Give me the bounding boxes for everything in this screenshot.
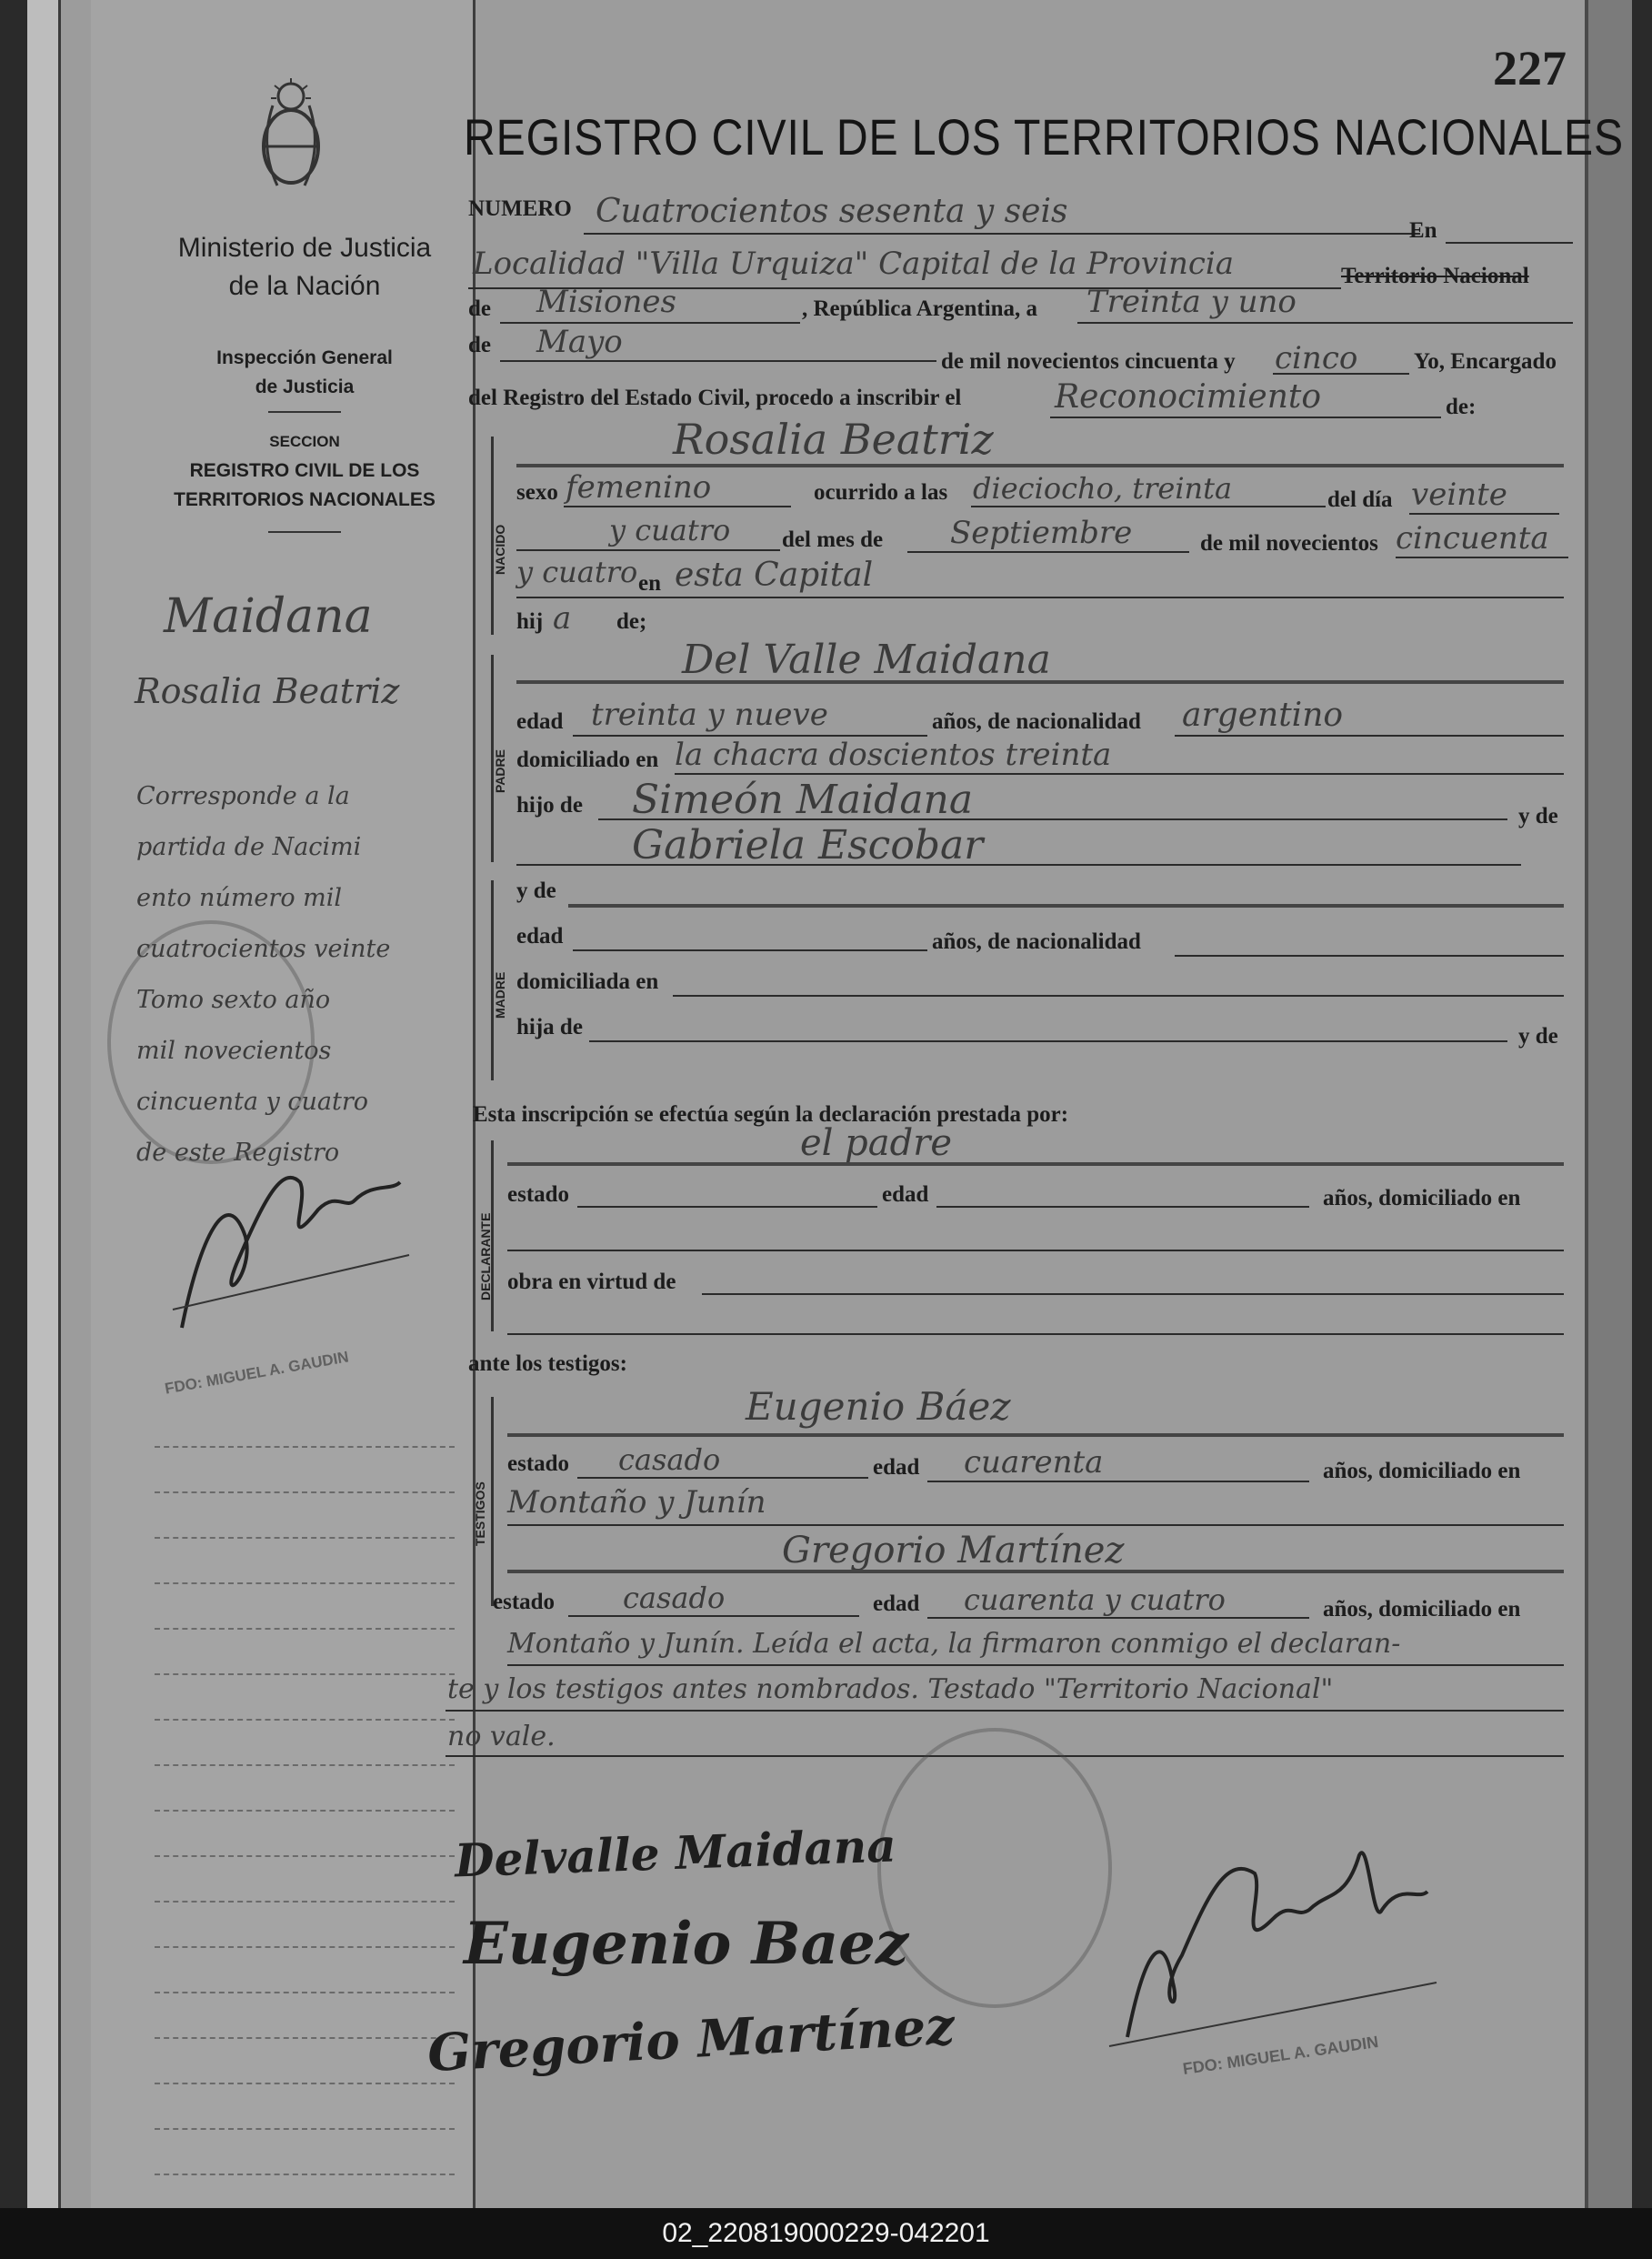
numero-label: NUMERO xyxy=(468,196,572,221)
national-seal-icon xyxy=(255,78,327,196)
testigo1-name-line xyxy=(507,1433,1564,1437)
stub-ruled-line xyxy=(155,1628,455,1630)
madre-hija-line xyxy=(589,1040,1507,1042)
mes-line xyxy=(500,360,936,362)
stub-ruled-line xyxy=(155,1446,455,1448)
nacido-label: NACIDO xyxy=(493,524,507,575)
padre-nacionalidad-line xyxy=(1175,735,1564,737)
madre-edad-label: edad xyxy=(516,924,564,949)
registro-label: del Registro del Estado Civil, procedo a inscribir el xyxy=(468,386,962,410)
note-text-3: no vale. xyxy=(447,1721,556,1752)
declarante-anos-label: años, domiciliado en xyxy=(1323,1186,1521,1210)
stub-ruled-line xyxy=(155,1946,455,1948)
padre-domiciliado-label: domiciliado en xyxy=(516,748,659,772)
en-label: En xyxy=(1409,218,1437,243)
testigos-label: TESTIGOS xyxy=(473,1481,487,1546)
de-label: de xyxy=(468,296,491,321)
nacido-dia-value2: y cuatro xyxy=(609,513,731,547)
stub-note-line: Tomo sexto año xyxy=(136,986,331,1014)
stub-given-names: Rosalia Beatriz xyxy=(135,671,400,711)
declarante-estado-label: estado xyxy=(507,1182,570,1207)
testigo1-domicilio-line xyxy=(507,1524,1564,1526)
madre-domiciliada-label: domiciliada en xyxy=(516,969,659,994)
stub-note-line: de este Registro xyxy=(136,1139,340,1167)
sexo-value: femenino xyxy=(566,469,712,506)
declarante-extra-line xyxy=(507,1333,1564,1335)
testigo2-domicilio-line xyxy=(507,1664,1564,1666)
nacido-mes-value: Septiembre xyxy=(950,515,1133,551)
stub-official-stamp: FDO: MIGUEL A. GAUDIN xyxy=(163,1348,350,1398)
stub-divider xyxy=(268,411,341,413)
padre-name: Del Valle Maidana xyxy=(682,637,1051,683)
madre-name-line xyxy=(568,904,1564,908)
testigo1-anos-label: años, domiciliado en xyxy=(1323,1459,1521,1483)
padre-nacionalidad-value: argentino xyxy=(1182,697,1344,734)
declarante-name: el padre xyxy=(800,1122,953,1164)
hora-line xyxy=(971,506,1326,507)
madre-hija-label: hija de xyxy=(516,1015,583,1039)
padre-edad-label: edad xyxy=(516,709,564,734)
madre-anos-label: años, de nacionalidad xyxy=(932,929,1141,954)
stub-ruled-line xyxy=(155,2037,455,2039)
padre-hijo-label: hijo de xyxy=(516,793,583,818)
stub-ruled-line xyxy=(155,2174,455,2175)
testigo2-domicilio-value: Montaño y Junín. Leída el acta, la firmaron conmigo el declaran- xyxy=(507,1628,1401,1660)
hora-value: dieciocho, treinta xyxy=(973,471,1233,506)
inspeccion-line1: Inspección General xyxy=(216,347,393,368)
stub-official-signature xyxy=(164,1128,418,1346)
testigo2-edad-line xyxy=(927,1617,1309,1619)
stub-ruled-line xyxy=(155,1673,455,1675)
stub-note-line: Corresponde a la xyxy=(136,782,350,810)
stub-ruled-line xyxy=(155,2083,455,2084)
signature-father: Delvalle Maidana xyxy=(454,1818,897,1888)
de3-label: de: xyxy=(1446,395,1477,419)
stub-surname: Maidana xyxy=(164,589,373,644)
republica-label: , República Argentina, a xyxy=(802,296,1038,321)
stub-divider-2 xyxy=(268,531,341,533)
stub-note-line: mil novecientos xyxy=(136,1037,332,1065)
mil-label-2: de mil novecientos xyxy=(1200,531,1378,556)
madre-edad-line xyxy=(573,949,927,951)
stub-ruled-line xyxy=(155,1810,455,1812)
provincia-value: Misiones xyxy=(536,284,676,320)
official-signature xyxy=(1100,1819,1446,2055)
lugar-line xyxy=(516,597,1564,598)
declarante-obra-line xyxy=(702,1293,1564,1295)
padre-yde-label: y de xyxy=(1518,804,1558,828)
padre-edad-value: treinta y nueve xyxy=(591,697,828,733)
hija-de-label: de; xyxy=(616,609,647,634)
declaracion-intro: Esta inscripción se efectúa según la declaración prestada por: xyxy=(473,1102,1069,1127)
stub-ruled-line xyxy=(155,1491,455,1493)
testigos-brace xyxy=(491,1397,494,1606)
acto-line xyxy=(1050,417,1441,418)
dia2-line xyxy=(516,549,780,551)
dia-line xyxy=(1077,322,1573,324)
previous-page-edge xyxy=(27,0,61,2208)
declarante-edad-label: edad xyxy=(882,1182,929,1207)
hija-suffix: a xyxy=(553,600,572,637)
stub-ruled-line xyxy=(155,1855,455,1857)
testigo1-name: Eugenio Báez xyxy=(746,1384,1011,1429)
mes-label: del mes de xyxy=(782,527,884,552)
registry-title: REGISTRO CIVIL DE LOS TERRITORIOS NACIONALES xyxy=(464,108,1625,166)
madre-yde2-label: y de xyxy=(1518,1024,1558,1049)
declarante-edad-line xyxy=(936,1206,1309,1208)
padre-anos-label: años, de nacionalidad xyxy=(932,709,1141,734)
note-line-2 xyxy=(446,1710,1564,1712)
anio-value: cinco xyxy=(1275,340,1358,376)
testigo1-domicilio-value: Montaño y Junín xyxy=(507,1484,766,1521)
hija-label: hij xyxy=(516,609,544,634)
padre-madre-value: Gabriela Escobar xyxy=(632,822,984,868)
official-stamp: FDO: MIGUEL A. GAUDIN xyxy=(1181,2033,1380,2079)
padre-domicilio-value: la chacra doscientos treinta xyxy=(675,737,1112,773)
declarante-domicilio-line xyxy=(507,1250,1564,1251)
stub-note-line: ento número mil xyxy=(136,884,343,912)
mes-value: Mayo xyxy=(536,324,623,360)
testigos-intro: ante los testigos: xyxy=(468,1351,627,1376)
testigo1-estado-label: estado xyxy=(507,1451,570,1476)
numero-value: Cuatrocientos sesenta y seis xyxy=(596,193,1068,230)
stub-ruled-line xyxy=(155,1537,455,1539)
nacido-mes-line xyxy=(907,551,1189,553)
testigo2-edad-label: edad xyxy=(873,1591,920,1616)
nacido-anio-value: cincuenta xyxy=(1396,520,1549,557)
testigo2-name: Gregorio Martínez xyxy=(782,1530,1125,1571)
signature-witness1: Eugenio Baez xyxy=(464,1910,909,1978)
stub-ruled-line xyxy=(155,1719,455,1721)
madre-yde-label: y de xyxy=(516,878,556,903)
dia-label: del día xyxy=(1327,487,1393,512)
stub-note-line: partida de Nacimi xyxy=(136,833,362,861)
testigo2-name-line xyxy=(507,1570,1564,1573)
yo-label: Yo, Encargado xyxy=(1414,349,1557,374)
en-line xyxy=(1446,242,1573,244)
nacido-anio-value2: y cuatro xyxy=(516,555,638,589)
padre-name-line xyxy=(516,680,1564,684)
testigo1-estado-line xyxy=(577,1477,868,1479)
nacido-dia-line xyxy=(1409,513,1559,515)
registry-round-stamp xyxy=(877,1728,1112,2008)
madre-nacionalidad-line xyxy=(1175,955,1564,957)
testigo2-estado-line xyxy=(568,1615,859,1617)
testigo1-edad-value: cuarenta xyxy=(964,1444,1104,1481)
document-page xyxy=(27,0,1632,2208)
acto-value: Reconocimiento xyxy=(1055,378,1322,416)
testigo2-anos-label: años, domiciliado en xyxy=(1323,1597,1521,1621)
stub-note-line: cincuenta y cuatro xyxy=(136,1088,369,1116)
en-label-2: en xyxy=(638,571,661,596)
nacido-name-line xyxy=(516,464,1564,467)
binding-spine xyxy=(1585,0,1632,2208)
numero-line xyxy=(584,233,1420,235)
nacido-anio-line xyxy=(1396,557,1568,558)
declarante-estado-line xyxy=(577,1206,877,1208)
declarante-label: DECLARANTE xyxy=(478,1212,493,1300)
nacido-dia-value: veinte xyxy=(1411,477,1507,513)
page-number: 227 xyxy=(1493,41,1567,95)
territorio-label: Territorio Nacional xyxy=(1341,264,1529,288)
stub-ruled-line xyxy=(155,1901,455,1903)
padre-label: PADRE xyxy=(493,749,507,793)
inspeccion-line2: de Justicia xyxy=(255,376,355,397)
seccion-label: SECCION xyxy=(269,433,340,450)
stub-ruled-line xyxy=(155,1582,455,1584)
madre-label: MADRE xyxy=(493,971,507,1019)
testigo1-estado-value: casado xyxy=(618,1442,721,1477)
madre-domicilio-line xyxy=(673,995,1564,997)
dia-value: Treinta y uno xyxy=(1086,284,1297,320)
registro-line2: TERRITORIOS NACIONALES xyxy=(174,489,436,510)
ocurrido-label: ocurrido a las xyxy=(814,480,948,505)
declarante-name-line xyxy=(507,1162,1564,1166)
stub-ruled-line xyxy=(155,1764,455,1766)
lugar-value: esta Capital xyxy=(675,557,874,594)
nacido-name: Rosalia Beatriz xyxy=(673,415,994,464)
testigo2-estado-label: estado xyxy=(493,1590,556,1614)
ministry-line2: de la Nación xyxy=(228,271,381,301)
ministry-line1: Ministerio de Justicia xyxy=(177,233,432,263)
stub-ruled-line xyxy=(155,1992,455,1993)
note-text-2: te y los testigos antes nombrados. Testado "Territorio Nacional" xyxy=(447,1673,1334,1705)
de2-label: de xyxy=(468,333,491,357)
testigo2-edad-value: cuarenta y cuatro xyxy=(964,1582,1226,1617)
sexo-line xyxy=(564,506,791,507)
testigo1-edad-label: edad xyxy=(873,1455,920,1480)
localidad-value: Localidad "Villa Urquiza" Capital de la Provincia xyxy=(473,246,1235,282)
sexo-label: sexo xyxy=(516,480,558,505)
signature-witness2: Gregorio Martínez xyxy=(426,1995,956,2084)
image-id-footer: 02_220819000229-042201 xyxy=(0,2208,1652,2259)
stub-note-line: cuatrocientos veinte xyxy=(136,935,391,963)
padre-hijo-value: Simeón Maidana xyxy=(632,777,974,823)
declarante-obra-label: obra en virtud de xyxy=(507,1270,676,1294)
padre-domicilio-line xyxy=(675,773,1564,775)
testigo1-edad-line xyxy=(927,1481,1309,1482)
mil-label: de mil novecientos cincuenta y xyxy=(941,349,1236,374)
stub-ruled-line xyxy=(155,2128,455,2130)
registro-line1: REGISTRO CIVIL DE LOS xyxy=(189,460,420,481)
testigo2-estado-value: casado xyxy=(623,1581,726,1615)
